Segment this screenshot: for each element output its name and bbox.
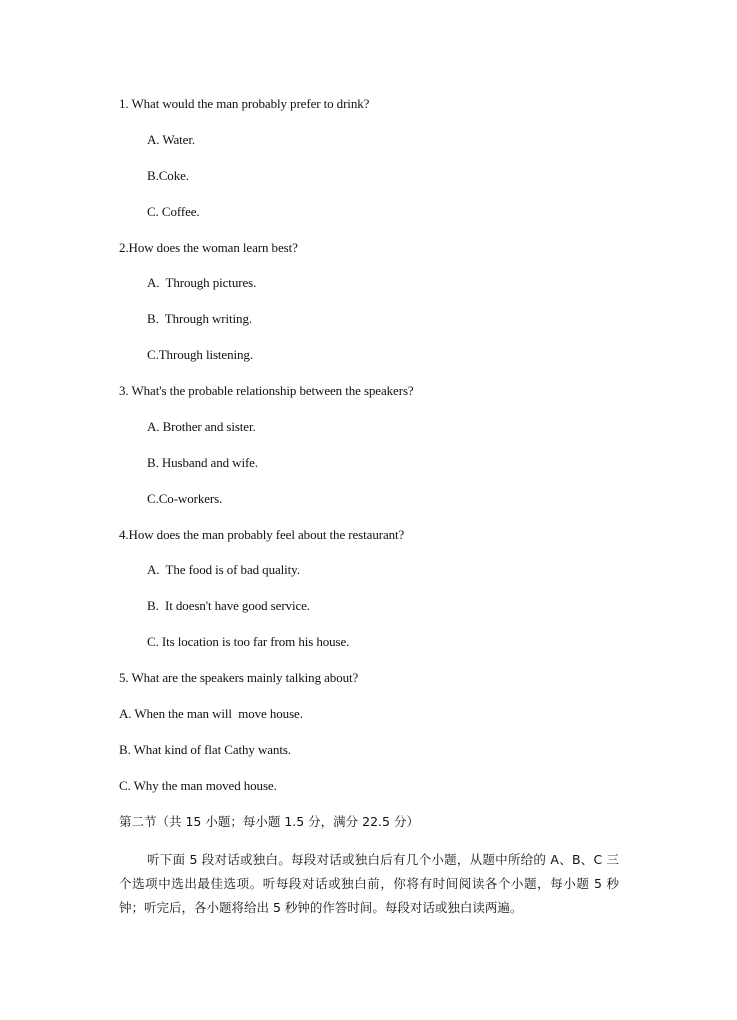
question-2-option-a: A. Through pictures. [147,275,257,290]
question-5-option-b: B. What kind of flat Cathy wants. [119,742,291,757]
question-1-stem: 1. What would the man probably prefer to drink? [119,96,370,111]
question-3-stem: 3. What's the probable relationship between the speakers? [119,383,414,398]
question-3-option-b: B. Husband and wife. [147,455,259,470]
question-4-option-a: A. The food is of bad quality. [147,562,300,577]
question-1-option-c: C. Coffee. [147,204,200,219]
section-instructions: 听下面 5 段对话或独白。每段对话或独白后有几个小题，从题中所给的 A、B、C 三个选项中选出最佳选项。听每段对话或独白前，你将有时间阅读各个小题，每小题 5 秒钟；听完后，各小题将给出 5 秒钟的作答时间。每段对话或独白读两遍。 [119,852,619,915]
question-4-option-c: C. Its location is too far from his house. [147,634,350,649]
question-1-option-a: A. Water. [147,132,195,147]
question-2-option-c: C.Through listening. [147,347,253,362]
question-5-stem: 5. What are the speakers mainly talking about? [119,670,359,685]
question-2-stem: 2.How does the woman learn best? [119,240,298,255]
question-1-option-b: B.Coke. [147,168,189,183]
question-5-option-a: A. When the man will move house. [119,706,303,721]
question-3-option-c: C.Co-workers. [147,491,223,506]
section-title: 第二节（共 15 小题；每小题 1.5 分，满分 22.5 分） [119,814,419,829]
question-4-option-b: B. It doesn't have good service. [147,598,310,613]
question-5-option-c: C. Why the man moved house. [119,778,277,793]
question-3-option-a: A. Brother and sister. [147,419,256,434]
question-4-stem: 4.How does the man probably feel about the restaurant? [119,527,405,542]
question-2-option-b: B. Through writing. [147,311,253,326]
